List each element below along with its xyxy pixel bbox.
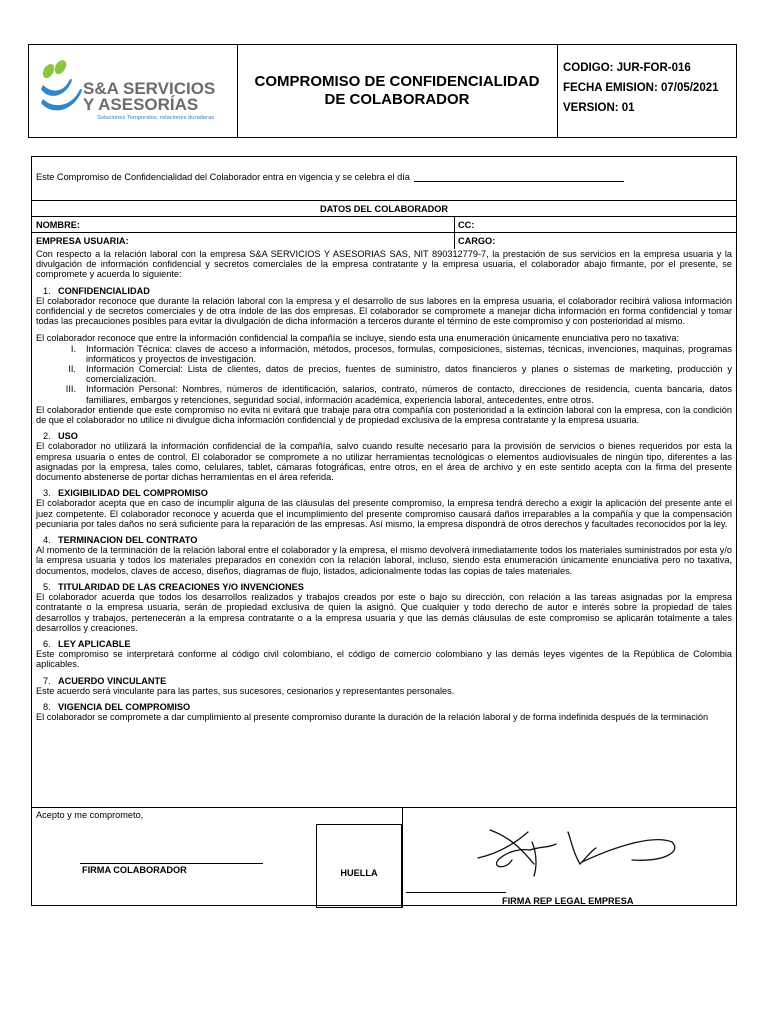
datos-title: DATOS DEL COLABORADOR <box>32 201 736 217</box>
cargo-label: CARGO: <box>458 236 496 246</box>
section-2-p1: El colaborador no utilizará la información confidencial de la compañía, salvo cuando resulte necesario para la provisión de servicios o bienes requeridos por esta la empresa usuaria o entes de control. El colaborador se compromete a no utilizar herramientas tecnológicas o elementos audiovisuales de ningún tipo, diferentes a las asignadas por la empresa, tales como, celulares, tablet, cámaras fotográficas, entre otros, en el área de archivo y en este sentido acepta con la firma del presente documento abstenerse de portar dichas herramientas en el área referida. <box>36 441 732 483</box>
fecha-emision: FECHA EMISION: 07/05/2021 <box>563 82 719 94</box>
list-item: II. Información Comercial: Lista de clientes, datos de precios, fuentes de suministro, datos financieros y planes o sistemas de marketing, producción y comercialización. <box>68 364 732 385</box>
document-title <box>237 45 558 137</box>
huella-label: HUELLA <box>340 868 378 878</box>
section-heading-6: 6. LEY APLICABLE <box>43 638 131 649</box>
section-8-p1: El colaborador se compromete a dar cumplimiento al presente compromiso durante la duración de la relación laboral y de forma indefinida después de la terminación <box>36 712 709 723</box>
intro-text: Este Compromiso de Confidencialidad del Colaborador entra en vigencia y se celebra el día <box>36 172 410 182</box>
logo-tagline: Soluciones Temporales, relaciones duraderas <box>97 115 215 121</box>
section-heading-7: 7. ACUERDO VINCULANTE <box>43 675 167 686</box>
handwritten-signature-icon <box>472 818 682 880</box>
info-list <box>36 344 732 405</box>
document-body <box>31 156 737 906</box>
section-heading-3: 3. EXIGIBILIDAD DEL COMPROMISO <box>43 488 208 499</box>
section-heading-4: 4. TERMINACION DEL CONTRATO <box>43 535 198 546</box>
preamble: Con respecto a la relación laboral con la empresa S&A SERVICIOS Y ASESORIAS SAS, NIT 890312779-7, la prestación de sus servicios en la empresa usuaria y la divulgación de información confidencial y secretos comerciales de la empresa contratante y la empresa usuaria, el colaborador abajo firmante, por el presente, se compromete y acuerda lo siguiente: <box>36 249 732 280</box>
document-metadata <box>557 45 736 150</box>
logo-cell <box>29 45 238 137</box>
section-7-p1: Este acuerdo será vinculante para las partes, sus sucesores, cesionarios y representantes personales. <box>36 685 455 696</box>
nombre-row <box>32 217 736 233</box>
section-heading-2: 2. USO <box>43 431 78 442</box>
title-line-2: DE COLABORADOR <box>324 91 470 108</box>
logo-wordmark <box>83 81 215 113</box>
firma-rep-line[interactable] <box>406 892 506 893</box>
section-1-p2: El colaborador reconoce que entre la información confidencial la compañía se incluye, siendo esta una enumeración únicamente enunciativa pero no taxativa: <box>36 333 680 344</box>
section-6-p1: Este compromiso se interpretará conforme al código civil colombiano, el código de comercio colombiano y las demás leyes vigentes de la República de Colombia aplicables. <box>36 649 732 670</box>
section-heading-5: 5. TITULARIDAD DE LAS CREACIONES Y/O INVENCIONES <box>43 581 304 592</box>
section-3-p1: El colaborador acepta que en caso de incumplir alguna de las cláusulas del presente compromiso, la empresa tendrá derecho a exigir la aplicación del presente ante el juez competente. El colaborador reconoce y acuerda que el incumplimiento del presente compromiso causará daños irreparables a la compañía y que la compensación pecuniaria por tales daños no será suficiente para la reparación de las empresas. Así mismo, la empresa dispondrá de otros derechos y facultades reconocidos por la ley. <box>36 498 732 529</box>
logo-line-1: S&A SERVICIOS <box>83 79 216 98</box>
section-5-p1: El colaborador acuerda que todos los desarrollos realizados y trabajos creados por este o bajo su dirección, con relación a las tareas asignadas por la empresa contratante o la empresa usuaria, serán de propiedad exclusiva de quien la asignó. Que cualquier y todo derecho de autor e interés sobre la propiedad de tales desarrollos y trabajos, pertenecerán a la empresa contratante o a la empresa usuaria y que las demás cláusulas de este compromiso se aplicarán totalmente a tales desarrollos y creaciones. <box>36 592 732 633</box>
section-1-p3: El colaborador entiende que este compromiso no evita ni evitará que trabaje para otra compañía con posterioridad a la extinción laboral con la empresa, con la condición de que el colaborador no utilice ni divulgue dicha información confidencial y de propiedad exclusiva de la empresa contratante y la empresa usuaria. <box>36 404 732 426</box>
document-header <box>28 44 737 138</box>
nombre-label: NOMBRE: <box>36 220 80 230</box>
empresa-row <box>32 233 736 249</box>
list-item: III. Información Personal: Nombres, números de identificación, salarios, contrato, números de contacto, direcciones de residencia, cuenta bancaria, datos familiares, embargos y retenciones, seguridad social, información académica, experiencia laboral, antecedentes, entre otros. <box>65 384 732 405</box>
section-4-p1: Al momento de la terminación de la relación laboral entre el colaborador y la empresa, el mismo devolverá inmediatamente todos los materiales suministrados por esta y/o la empresa usuaria y todos los materiales preparados en conexión con la relación laboral, incluso, siendo esta enumeración únicamente enunciativa pero no taxativa, documentos, modelos, claves de acceso, diseños, diagramas de flujo, listados, adicionalmente todas las copias de tales materiales. <box>36 545 732 576</box>
date-blank-line[interactable] <box>414 173 624 182</box>
empresa-label: EMPRESA USUARIA: <box>36 236 129 246</box>
cc-label: CC: <box>458 220 475 230</box>
list-item: I. Información Técnica: claves de acceso a información, métodos, procesos, formulas, composiciones, sistemas, técnicas, invenciones, maquinas, programas informáticos y proyectos de investigación. <box>70 343 732 364</box>
section-heading-1: 1. CONFIDENCIALIDAD <box>43 285 150 296</box>
huella-box[interactable] <box>316 824 402 908</box>
firma-colaborador-label: FIRMA COLABORADOR <box>82 865 187 875</box>
clauses <box>36 249 732 722</box>
firma-rep-label: FIRMA REP LEGAL EMPRESA <box>502 896 634 906</box>
section-1-p1: El colaborador reconoce que durante la relación laboral con la empresa y el desarrollo de sus labores en la empresa usuaria, el colaborador recibirá valiosa información confidencial y de secretos comerciales y de otra índole de las dos empresas. El colaborador se compromete a manejar dicha información en forma confidencial y tomar todas las precauciones posibles para evitar la divulgación de dicha información a terceros durante el término de este compromiso y con posterioridad al mismo. <box>36 295 732 327</box>
title-line-1: COMPROMISO DE CONFIDENCIALIDAD <box>254 73 540 90</box>
firma-colaborador-line[interactable] <box>80 863 263 864</box>
version: VERSION: 01 <box>563 102 635 114</box>
company-logo-icon <box>37 59 87 121</box>
section-heading-8: 8. VIGENCIA DEL COMPROMISO <box>43 701 191 712</box>
logo-line-2: Y ASESORÍAS <box>83 95 199 114</box>
codigo: CODIGO: JUR-FOR-016 <box>563 62 691 74</box>
acepto-text: Acepto y me comprometo, <box>36 810 144 820</box>
signature-area <box>32 807 736 908</box>
intro-row <box>32 157 736 201</box>
